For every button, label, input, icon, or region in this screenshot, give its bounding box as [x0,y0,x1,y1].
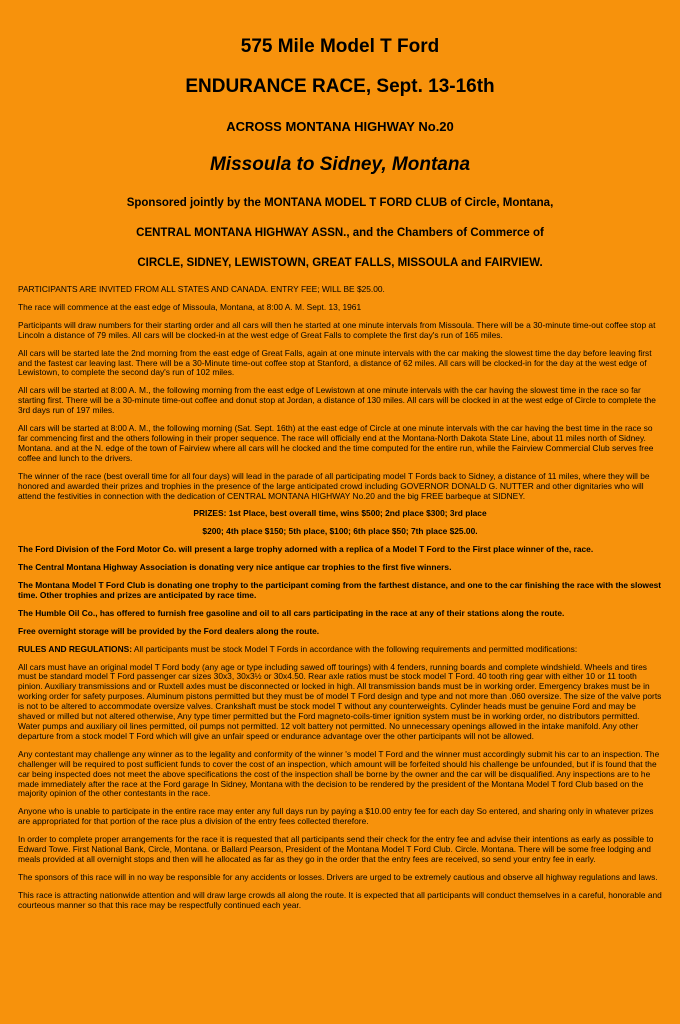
sponsor-line-3: CIRCLE, SIDNEY, LEWISTOWN, GREAT FALLS, MISSOULA and FAIRVIEW. [137,257,543,269]
paragraph-challenge: Any contestant may challenge any winner as to the legality and conformity of the winner 's model T Ford and the winner must accordingly submit his car to an inspection. The challenger will be required to post sufficient funds to cover the cost of an inspection, which amount will be forfeited should his challenge be unfounded, but if is found that the car being inspected does not meet the above specifications the cost of the inspection shall be borne by the owner and the car will be disqualified. Any inspections are to he made immediately after the race at the Ford garage In Sidney, Montana with the decision to be rendered by the president of the Montana Model T ford Club based on the majority opinion of the other contestants in the race. [18,748,660,799]
highway-assn-paragraph: The Central Montana Highway Association is donating very nice antique car trophies to the first five winners. [18,562,452,573]
paragraph-start: The race will commence at the east edge of Missoula, Montana, at 8:00 A. M. Sept. 13, 1961 [18,301,362,312]
prizes-line-2: $200; 4th place $150; 5th place, $100; 6th place $50; 7th place $25.00. [202,526,478,537]
paragraph-day-2: All cars will be started late the 2nd morning from the east edge of Great Falls, again at one minute intervals with the car making the slowest time the day before leaving first and the fastest car leaving last. There will be a 30-Minute time-out coffee stop at Stanford, a distance of 62 miles. All cars will be clocked-in for the day at the west edge of Lewistown, to complete the second day's run of 102 miles. [18,347,652,378]
rules-heading: RULES AND REGULATIONS: [18,643,132,654]
club-trophy-paragraph: The Montana Model T Ford Club is donating one trophy to the participant coming from the farthest distance, and one to the car finishing the race with the slowest time. Other trophies and prizes are anticipated by race time. [18,580,662,600]
rules-intro: All participants must be stock Model T Fords in accordance with the following requirements and permitted modifications: [132,643,578,654]
sponsor-line-2: CENTRAL MONTANA HIGHWAY ASSN., and the Chambers of Commerce of [136,227,544,239]
humble-oil-paragraph: The Humble Oil Co., has offered to furnish free gasoline and oil to all cars participating in the race at any of their stations along the route. [18,607,565,618]
paragraph-day-4: All cars will be started at 8:00 A. M., the following morning (Sat. Sept. 16th) at the east edge of Circle at one minute intervals with the car having the best time in the race so far commencing first and the others following in their proper sequence. The race will officially end at the Montana-North Dakota State Line, about 11 miles north of Sidney. Montana. and at the N. edge of the town of Fairview where all cars will he clocked and the time computed for the entire run, while the Fairview Commercial Club serves free coffee and lunch to the drivers. [18,423,654,463]
title-line-1: 575 Mile Model T Ford [240,36,440,57]
paragraph-invitation: PARTICIPANTS ARE INVITED FROM ALL STATES AND CANADA. ENTRY FEE; WILL BE $25.00. [18,284,385,294]
paragraph-arrangements: In order to complete proper arrangements for the race it is requested that all participants send their check for the entry fee and advise their intentions as early as possible to Edward Towe. First National Bank, Circle, Montana. or Ballard Pearson, President of the Montana Model T Ford Club. Circle. Montana. There will be some free lodging and meals provided at all overnight stops and then will he allocated as far as they go in the order that the entry fees are received, so send your entry fee in early. [18,834,654,864]
paragraph-partial-entry: Anyone who is unable to participate in the entire race may enter any full days run by paying a $10.00 entry fee for each day So entered, and sharing only in whatever prizes are appropriated for that portion of the race plus a division of the entry fees collected therefore. [18,806,654,827]
prizes-line-1: PRIZES: 1st Place, best overall time, wins $500; 2nd place $300; 3rd place [193,508,487,519]
storage-paragraph: Free overnight storage will be provided by the Ford dealers along the route. [18,625,320,636]
title-line-2: ENDURANCE RACE, Sept. 13-16th [185,76,495,97]
paragraph-day-3: All cars will be started at 8:00 A. M., the following morning from the east edge of Lewistown at one minute intervals with the car having the slowest time in the race so far starting first. There will be a 30-minute time-out coffee and donut stop at Jordan, a distance of 130 miles. All cars will be clocked in at the west edge of Circle to complete the 3rd days run of 197 miles. [18,385,656,416]
paragraph-conduct: This race is attracting nationwide attention and will draw large crowds all along the route. It is expected that all participants will conduct themselves in a careful, honorable and courteous manner so that this race may be respectfully continued each year. [18,889,662,910]
subtitle-route: Missoula to Sidney, Montana [209,154,471,175]
paragraph-day-1: Participants will draw numbers for their starting order and all cars will then he started at one minute intervals from Missoula. There will be a 30-minute time-out coffee stop at Lincoln a distance of 79 miles. All cars will be clocked-in at the west edge of Great Falls to complete the first day's run of 165 miles. [18,319,656,340]
paragraph-liability: The sponsors of this race will in no way be responsible for any accidents or losses. Drivers are urged to be extremely cautious and observe all highway regulations and laws. [18,871,658,882]
sponsor-line-1: Sponsored jointly by the MONTANA MODEL T FORD CLUB of Circle, Montana, [126,197,554,209]
paragraph-car-requirements: All cars must have an original model T Ford body (any age or type including sawed off tourings) with 4 fenders, running boards and complete windshield. Wheels and tires must be standard model T Ford passenger car sizes 30x3, 30x3½ or 30x4.50. Rear axle ratios must be stock model T Ford. 40 tooth ring gear with either 10 or 11 tooth pinion. Auxiliary transmissions and or Ruxtell axles must be disconnected or locked in high. All transmission bands must be in working order. Emergency brakes must be in working order for safety purposes. Aluminum pistons permitted but they must be of model T Ford design and type and not more than .060 oversize. The size of the valve ports is not to be altered to accommodate oversize valves. Crankshaft must be stock model T without any counterweights. Cylinder heads must be genuine Ford and may be shaved or milled but not altered otherwise, Any type timer permitted but the Ford magneto-coils-timer ignition system must be in working order, no distributors permitted. Water pumps and auxiliary oil lines permitted, oil pumps not permitted. 12 volt battery not permitted. No unnecessary openings allowed in the intake manifold. Any other departure from a stock model T Ford which will give an unfair speed or endurance advantage over the other participants will not be allowed. [18,661,662,741]
paragraph-winner: The winner of the race (best overall time for all four days) will lead in the parade of all participating model T Fords back to Sidney, a distance of 11 miles, where they will be honored and awarded their prizes and trophies in the presence of the large anticipated crowd including GOVERNOR DONALD G. NUTTER and other dignitaries who will attend the festivities in connection with the dedication of CENTRAL MONTANA HIGHWAY No.20 and the big FREE barbeque at SIDNEY. [18,470,650,501]
rules-paragraph [18,645,662,655]
flyer-body [18,285,662,911]
subtitle-highway: ACROSS MONTANA HIGHWAY No.20 [226,119,454,134]
ford-trophy-paragraph: The Ford Division of the Ford Motor Co. will present a large trophy adorned with a replica of a Model T Ford to the First place winner of the, race. [18,544,594,555]
